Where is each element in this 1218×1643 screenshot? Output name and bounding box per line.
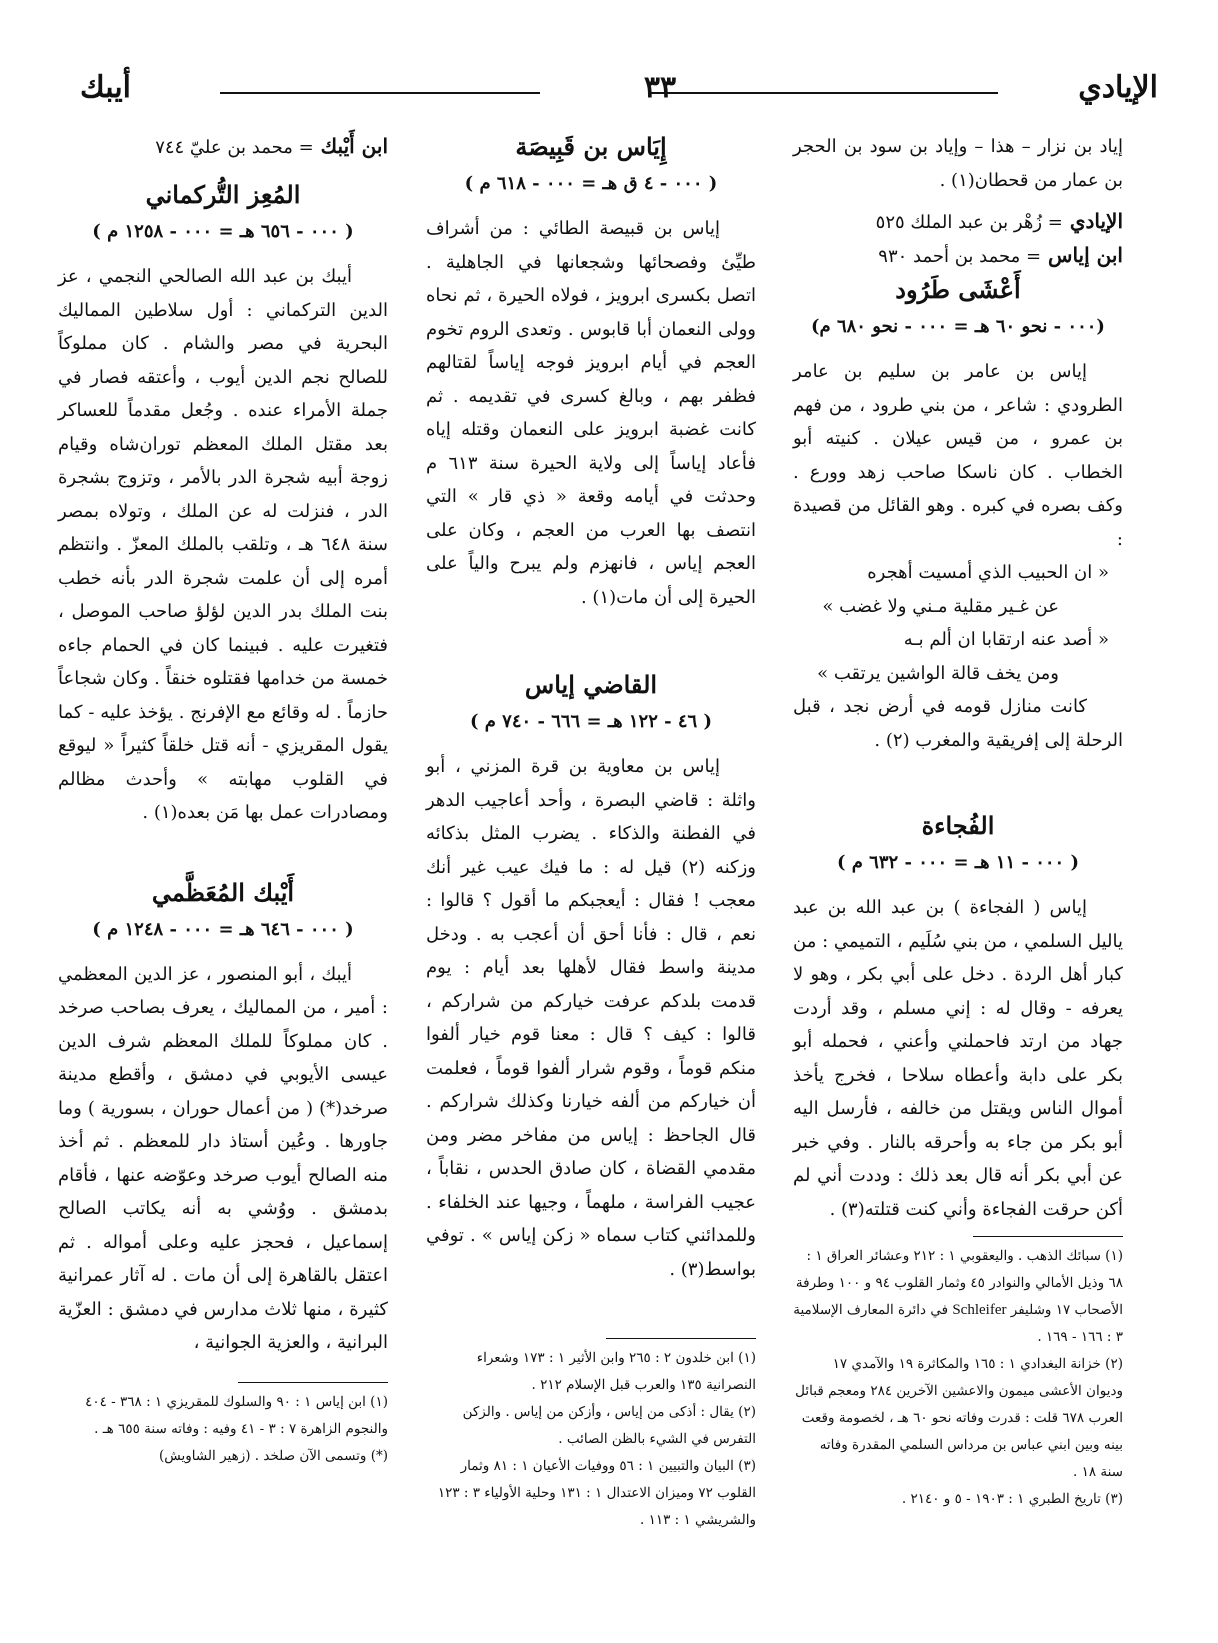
spacer <box>58 1360 388 1372</box>
footnote: (٢) خزانة البغدادي ١ : ١٦٥ والمكاثرة ١٩ والآمدي ١٧ وديوان الأعشى ميمون والاعشين الآخرين ٢٨٤ ومعجم قبائل العرب ٦٧٨ قلت : قدرت وفاته نحو ٦٠ هـ ، لخصومة وقعت بينه وبين ابني عباس بن مرداس السلمي المقدرة وفاته سنة ١٨ . <box>795 1356 1123 1480</box>
verse-line: « أصد عنه ارتقابا ان ألم بـه <box>903 629 1109 650</box>
running-head-right: الإيادي <box>1078 70 1158 105</box>
footnote-latin: Schleifer <box>952 1302 1007 1318</box>
xref-text: = زُهْر بن عبد الملك ٥٢٥ <box>875 212 1063 233</box>
entry-dates: ( ٠٠٠ - ٦٤٦ هـ = ٠٠٠ - ١٢٤٨ م ) <box>92 918 354 940</box>
entry-paragraph: أيبك بن عبد الله الصالحي النجمي ، عز الدين التركماني : أول سلاطين المماليك البحرية في مصر والشام . كان مملوكاً للصالح نجم الدين أيوب ، وأعتقه فصار في جملة الأمراء عنده . وجُعل مقدماً للعساكر بعد مقتل الملك المعظم توران‌شاه وقيام زوجة أبيه شجرة الدر بالأمر ، وتزوج بشجرة الدر ، فنزلت له عن الملك ، وتولاه بمصر سنة ٦٤٨ هـ ، وتلقب بالملك المعزّ . وانتظم أمره إلى أن علمت شجرة الدر بأنه خطب بنت الملك بدر الدين لؤلؤ صاحب الموصل ، فتغيرت عليه . فبينما كان في الحمام جاءه خمسة من خدامها فقتلوه خنقاً . وكان شجاعاً حازماً . له وقائع مع الإفرنج . يؤخذ عليه - كما يقول المقريزي - أنه قتل خلقاً كثيراً « ليوقع في القلوب مهابته » وأحدث مظالم ومصادرات عمل بها مَن بعده(١) . <box>58 266 388 823</box>
footnote: (*) وتسمى الآن صلخد . (زهير الشاويش) <box>159 1447 388 1464</box>
column-left <box>58 130 388 1470</box>
entry-title: إِيَاس بن قَبِيصَة <box>515 132 667 161</box>
xref-head: ابن إياس <box>1048 243 1123 267</box>
footnote-text: في دائرة المعارف الإسلامية ٣ : ١٦٦ - ١٦٩ . <box>793 1302 1123 1345</box>
entry-paragraph: إياس بن قبيصة الطائي : من أشراف طيِّئ وفصحائها وشجعانها في الجاهلية . اتصل بكسرى ابرويز ، فولاه الحيرة ، ثم نحاه وولى النعمان أبا قابوس . وتعدى الروم تخوم العجم في أيام ابرويز فوجه إياساً لقتالهم فظفر بهم ، وبالغ كسرى في تقديمه . ثم كانت غضبة ابرويز على النعمان وقتله إياه فأعاد إياساً إلى ولاية الحيرة سنة ٦١٣ م وحدثت في أيامه وقعة « ذي قار » التي انتصف بها العرب من العجم ، وكان على العجم إياس ، فانهزم ولم يبرح والياً على الحيرة إلى أن مات(١) . <box>426 218 757 608</box>
spacer <box>426 614 756 654</box>
spacer <box>426 1286 756 1328</box>
xref-head: ابن أَيْبك <box>320 134 388 158</box>
footnote: (٢) يقال : أذكى من إياس ، وأزكن من إياس . والزكن التفرس في الشيء بالظن الصائب . <box>462 1404 756 1447</box>
entry-paragraph: إياس بن عامر بن سليم بن عامر الطرودي : شاعر ، من بني طرود ، من فهم بن عمرو ، من قيس عيلان . كنيته أبو الخطاب . كان ناسكا صاحب زهد وورع . وكف بصره في كبره . وهو القائل من قصيدة : <box>793 361 1123 550</box>
entry-paragraph: إياس ( الفجاءة ) بن عبد الله بن عبد ياليل السلمي ، من بني سُلَيم ، التميمي : من كبار أهل الردة . دخل على أبي بكر ، وهو لا يعرفه - وقال له : إني مسلم ، وقد أردت جهاد من ارتد فاحملني وأعني ، فحمله أبو بكر على دابة وأعطاه سلاحا ، فخرج يأخذ أموال الناس ويقتل من خالفه ، فأرسل اليه أبو بكر من جاء به وأحرقه بالنار . وفي خبر عن أبي بكر أنه قال بعد ذلك : وددت أني لم أكن حرقت الفجاءة وأني كنت قتلته(٣) . <box>793 897 1123 1220</box>
footnote <box>793 1243 1123 1351</box>
footnote: (١) ابن خلدون ٢ : ٢٦٥ وابن الأثير ١ : ١٧٣ وشعراء النصرانية ١٣٥ والعرب قبل الإسلام ٢١٢ . <box>476 1350 756 1393</box>
cross-reference <box>793 239 1123 273</box>
xref-text: = محمد بن أحمد ٩٣٠ <box>878 246 1042 267</box>
entry-title: الفُجاءة <box>921 811 995 840</box>
verse-line: عن غـير مقلية مـني ولا غضب » <box>822 595 1059 617</box>
page-header <box>80 70 1158 110</box>
entry-dates: ( ٠٠٠ - ٤ ق هـ = ٠٠٠ - ٦١٨ م ) <box>464 173 718 194</box>
cross-reference <box>58 130 388 164</box>
verse-line: « ان الحبيب الذي أمسيت أهجره <box>867 562 1109 583</box>
xref-text: = محمد بن عليّ ٧٤٤ <box>155 137 314 158</box>
paragraph-continuation: إياد بن نزار – هذا – وإياد بن سود بن الحجر بن عمار من قحطان(١) . <box>793 136 1123 191</box>
footnote: (٣) البيان والتبيين ١ : ٥٦ ووفيات الأعيان ١ : ٨١ وثمار القلوب ٧٢ وميزان الاعتدال ١ : ١٣١ وحلية الأولياء ٣ : ١٢٣ والشريشي ١ : ١١٣ . <box>437 1458 756 1528</box>
entry-title: المُعِز التُّركماني <box>145 180 301 209</box>
footnote-rule <box>973 1236 1123 1237</box>
spacer <box>793 757 1123 795</box>
entry-dates: ( ٠٠٠ - ١١ هـ = ٠٠٠ - ٦٣٢ م ) <box>836 852 1080 873</box>
xref-head: الإيادي <box>1069 209 1123 233</box>
cross-reference <box>793 205 1123 239</box>
entry-paragraph: أيبك ، أبو المنصور ، عز الدين المعظمي : أمير ، من المماليك ، يعرف بصاحب صرخد . كان مملوكاً للملك المعظم شرف الدين عيسى الأيوبي في دمشق ، وأقطع مدينة صرخد(*) ( من أعمال حوران ، بسورية ) وما جاورها . وعُين أستاذ دار للمعظم . ثم أخذ منه الصالح أيوب صرخد وعوّضه عنها ، فأقام بدمشق . ووُشي به أنه يكاتب الصالح إسماعيل ، فحجز عليه وعلى أمواله . ثم اعتقل بالقاهرة إلى أن مات . له آثار عمرانية كثيرة ، منها ثلاث مدارس في دمشق : العزّية البرانية ، والعزية الجوانية ، <box>58 963 388 1353</box>
running-head-left: أيبك <box>80 70 132 105</box>
column-right <box>793 130 1123 1513</box>
footnote: (٣) تاريخ الطبري ١ : ١٩٠٣ - ٥ و ٢١٤٠ . <box>901 1491 1123 1507</box>
footnote: (١) ابن إياس ١ : ٩٠ والسلوك للمقريزي ١ : ٣٦٨ - ٤٠٤ والنجوم الزاهرة ٧ : ٣ - ٤١ وفيه : وفاته سنة ٦٥٥ هـ . <box>85 1393 388 1437</box>
entry-title: أَعْشَى طَرُود <box>895 275 1021 304</box>
entry-paragraph: إياس بن معاوية بن قرة المزني ، أبو واثلة : قاضي البصرة ، وأحد أعاجيب الدهر في الفطنة والذكاء . يضرب المثل بذكائه وزكنه (٢) قيل له : ما فيك عيب غير أنك معجب ! فقال : أيعجبكم ما أقول ؟ قالوا : نعم ، قال : فأنا أحق أن أعجب به . ودخل مدينة واسط فقال لأهلها بعد أيام : يوم قدمت بلدكم عرفت خياركم من شراركم ، قالوا : كيف ؟ قال : معنا قوم خيار ألفوا منكم قوماً ، وقوم شرار ألفوا قوماً ، فعلمت أن خياركم من ألفه خيارنا وكذلك شراركم . قال الجاحظ : إياس من مفاخر مضر ومن مقدمي القضاة ، كان صادق الحدس ، نقاباً ، عجيب الفراسة ، ملهماً ، وجيها عند الخلفاء . وللمدائني كتاب سماه « زكن إياس » . توفي بواسط(٣) . <box>426 756 756 1280</box>
entry-dates: ( ٤٦ - ١٢٢ هـ = ٦٦٦ - ٧٤٠ م ) <box>469 711 713 732</box>
spacer <box>58 830 388 862</box>
entry-title: أَيْبك المُعَظَّمي <box>151 877 295 907</box>
header-rule-left <box>220 92 540 94</box>
entry-title: القاضي إياس <box>524 670 658 699</box>
entry-dates: (٠٠٠ - نحو ٦٠ هـ = ٠٠٠ - نحو ٦٨٠ م) <box>811 316 1105 337</box>
entry-paragraph: كانت منازل قومه في أرض نجد ، قبل الرحلة إلى إفريقية والمغرب (٢) . <box>793 696 1123 751</box>
footnote-text: (١) سبائك الذهب . واليعقوبي ١ : ٢١٢ وعشائر العراق ١ : ٦٨ وذيل الأمالي والنوادر ٤٥ وثمار القلوب ٩٤ و ١٠٠ وطرفة الأصحاب ١٧ وشليفر <box>795 1248 1123 1318</box>
footnote-rule <box>238 1382 388 1383</box>
entry-dates: ( ٠٠٠ - ٦٥٦ هـ = ٠٠٠ - ١٢٥٨ م ) <box>92 221 354 242</box>
verse-line: ومن يخف قالة الواشين يرتقب » <box>817 662 1059 684</box>
column-middle <box>426 130 756 1534</box>
page-number: ٣٣ <box>643 70 677 105</box>
footnote-rule <box>606 1338 756 1339</box>
